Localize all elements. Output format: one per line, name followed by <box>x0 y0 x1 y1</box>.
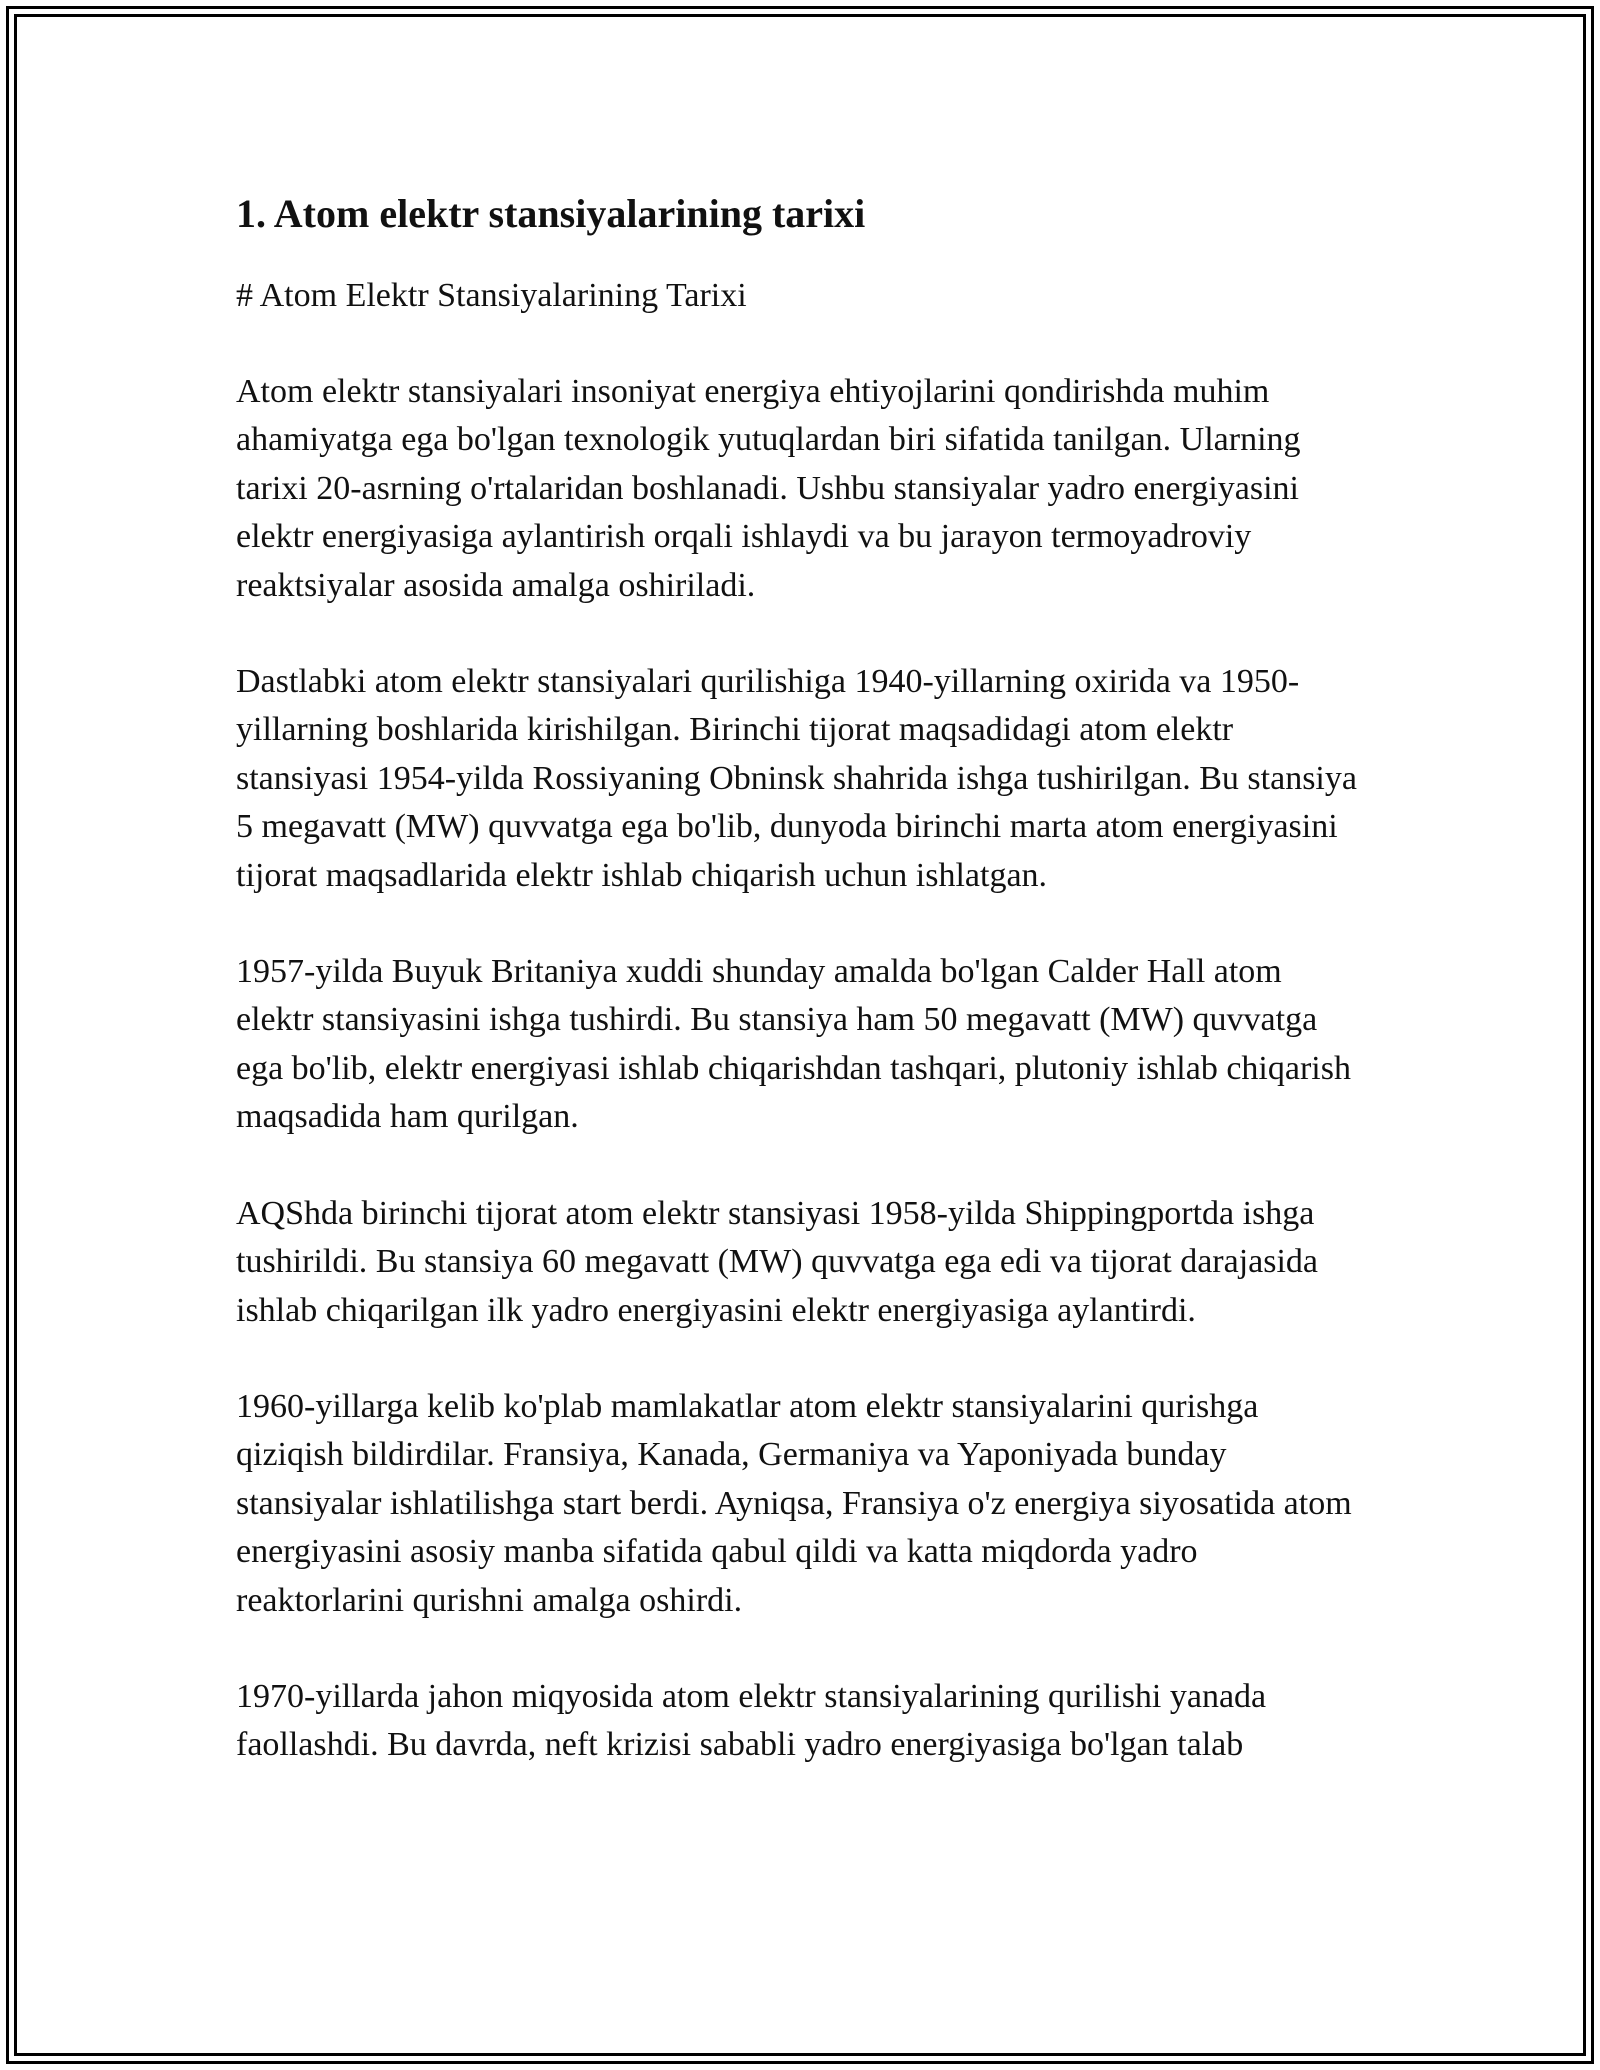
paragraph-1960s: 1960-yillarga kelib ko'plab mamlakatlar atom elektr stansiyalarini qurishga qiziqish bildirdilar. Fransiya, Kanada, Germaniya va Yaponiyada bunday stansiyalar ishlatilishga start berdi. Ayniqsa, Fransiya o'z energiya siyosatida atom energiyasini asosiy manba sifatida qabul qildi va katta miqdorda yadro reaktorlarini qurishni amalga oshirdi. <box>236 1387 1352 1619</box>
paragraph-intro: Atom elektr stansiyalari insoniyat energiya ehtiyojlarini qondirishda muhim ahamiyatga ega bo'lgan texnologik yutuqlardan biri sifatida tanilgan. Ularning tarixi 20-asrning o'rtalaridan boshlanadi. Ushbu stansiyalar yadro energiyasini elektr energiyasiga aylantirish orqali ishlaydi va bu jarayon termoyadroviy reaktsiyalar asosida amalga oshiriladi. <box>236 373 1301 604</box>
paragraph-shippingport: AQShda birinchi tijorat atom elektr stansiyasi 1958-yilda Shippingportda ishga tushirildi. Bu stansiya 60 megavatt (MW) quvvatga ega edi va tijorat darajasida ishlab chiqarilgan ilk yadro energiyasini elektr energiyasiga aylantirdi. <box>236 1194 1319 1329</box>
section-title: 1. Atom elektr stansiyalarining tarixi <box>236 191 866 236</box>
paragraph-obninsk: Dastlabki atom elektr stansiyalari qurilishiga 1940-yillarning oxirida va 1950-yillarning boshlarida kirishilgan. Birinchi tijorat maqsadidagi atom elektr stansiyasi 1954-yilda Rossiyaning Obninsk shahrida ishga tushirilgan. Bu stansiya 5 megavatt (MW) quvvatga ega bo'lib, dunyoda birinchi marta atom energiyasini tijorat maqsadlarida elektr ishlab chiqarish uchun ishlatgan. <box>236 663 1357 894</box>
paragraph-1970s: 1970-yillarda jahon miqyosida atom elektr stansiyalarining qurilishi yanada faollashdi. Bu davrda, neft krizisi sababli yadro energiyasiga bo'lgan talab <box>236 1677 1267 1764</box>
markdown-subheading: # Atom Elektr Stansiyalarining Tarixi <box>236 277 747 314</box>
paragraph-calder-hall: 1957-yilda Buyuk Britaniya xuddi shunday amalda bo'lgan Calder Hall atom elektr stansiyasini ishga tushirdi. Bu stansiya ham 50 megavatt (MW) quvvatga ega bo'lib, elektr energiyasi ishlab chiqarishdan tashqari, plutoniy ishlab chiqarish maqsadida ham qurilgan. <box>236 953 1351 1136</box>
document-body <box>236 186 1366 1818</box>
